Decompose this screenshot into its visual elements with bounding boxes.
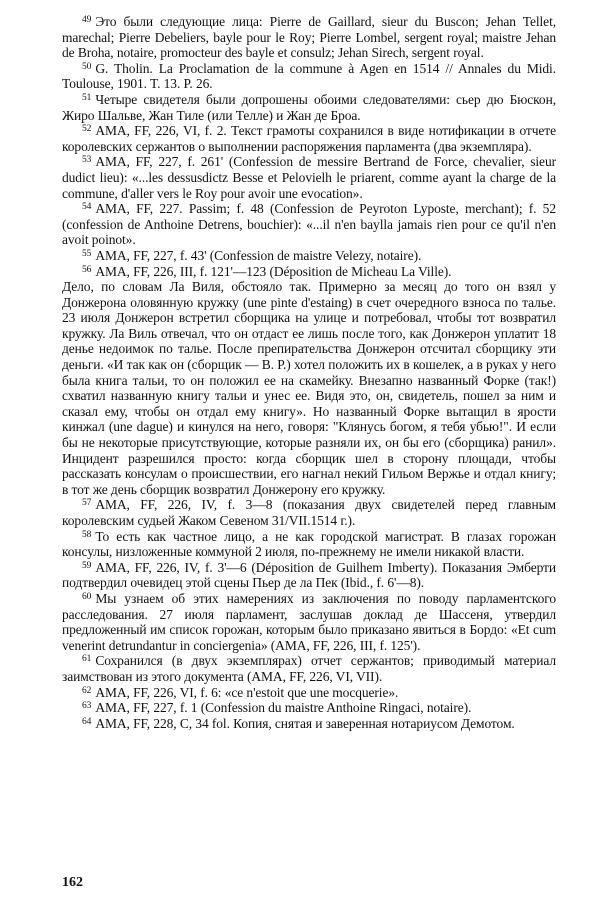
footnote-56-body: Дело, по словам Ла Виля, обстояло так. Примерно за месяц до того он взял у Донжерона оловянную кружку (une pinte d'estaing) в счет очередного взноса по талье. 23 июля Донжерон встретил сборщика на улице и потребовал, чтобы тот возвратил кружку. Ла Виль отвечал, что он отдаст ее лишь после того, как Донжерон уплатит 18 денье недоимок по талье. После препирательства Донжерон отсчитал сборщику эти деньги. «И так как он (сборщик — В. Р.) хотел положить их в кошелек, а в руках у него была книга тальи, то он положил ее на скамейку. Внезапно названный Форке (так!) схватил названную книгу тальи и унес ее. Видя это, он, свидетель, пошел за ним и сказал ему, чтобы он отдал ему книгу». Но названный Форке вытащил в ярости кинжал (une dague) и кинулся на него, говоря: "Клянусь богом, я тебя убью!". И если бы не некоторые присутствующие, которые разняли их, он бы его (сборщика) ранил». Инцидент разрешился просто: когда сборщик шел в сторону площади, чтобы рассказать консулам о происшествии, его нагнал некий Гильом Вержье и отдал книгу; в тот же день сборщик возвратил Донжерону его кружку. (62, 279, 556, 497)
footnote-64 (62, 716, 556, 732)
footnote-text: AMA, FF, 226, IV, f. 3'—6 (Déposition de Guilhem Imberty). Показания Эмберти подтвердил очевидец этой сцены Пьер де ла Пек (Ibid., f. 6'—8). (62, 559, 556, 591)
footnote-text: AMA, FF, 227, f. 261' (Confession de messire Bertrand de Force, chevalier, sieur dudict lieu): «...les dessusdictz Besse et Pelovielh le priarent, comme ayant la charge de la commune, d'aller vers le Roy pour avoir une evocation». (62, 154, 556, 201)
footnote-63 (62, 700, 556, 716)
footnote-text: AMA, FF, 227, f. 1 (Confession du maistre Anthoine Ringaci, notaire). (95, 700, 472, 716)
footnote-text: Мы узнаем об этих намерениях из заключения по поводу парламентского расследования. 27 июля парламент, заслушав доклад де Шассеня, утвердил предложенный им список горожан, которым было приказано явиться в Бордо: «Et cum venerint detrundantur in conciergenia» (AMA, FF, 226, III, f. 125'). (62, 590, 556, 653)
footnote-text: AMA, FF, 227. Passim; f. 48 (Confession de Peyroton Lyposte, merchant); f. 52 (confession de Anthoine Detrens, bouchier): «...il n'en baylla jamais rien pour ce qu'il n'en avoit poinot». (62, 201, 556, 248)
footnote-number: 57 (82, 498, 92, 509)
footnote-57 (62, 497, 556, 528)
footnote-56 (62, 264, 556, 280)
footnote-number: 53 (82, 155, 92, 166)
footnote-number: 61 (82, 654, 92, 665)
footnote-number: 62 (82, 685, 92, 696)
footnote-60 (62, 591, 556, 653)
footnote-number: 59 (82, 560, 92, 571)
footnote-number: 63 (82, 701, 92, 712)
footnote-number: 51 (82, 92, 92, 103)
footnote-text: G. Tholin. La Proclamation de la commune à Agen en 1514 // Annales du Midi. Toulouse, 1901. T. 13. P. 26. (62, 60, 556, 92)
footnote-number: 58 (82, 529, 92, 540)
footnote-52 (62, 123, 556, 154)
footnote-text: AMA, FF, 226, VI, f. 2. Текст грамоты сохранился в виде нотификации в отчете королевских сержантов о выполнении распоряжения парламента (два экземпляра). (62, 123, 556, 154)
footnote-number: 50 (82, 61, 92, 72)
footnote-50 (62, 61, 556, 92)
footnote-text: AMA, FF, 227, f. 43' (Confession de maistre Velezy, notaire). (95, 247, 422, 263)
footnote-51 (62, 92, 556, 123)
footnote-text: AMA, FF, 226, III, f. 121'—123 (Déposition de Micheau La Ville). (95, 263, 452, 279)
footnote-text: AMA, FF, 226, VI, f. 6: «ce n'estoit que une mocquerie». (95, 684, 399, 700)
footnote-number: 64 (82, 716, 92, 727)
footnote-53 (62, 154, 556, 201)
footnote-61 (62, 653, 556, 684)
footnote-number: 49 (82, 15, 92, 25)
footnote-text: AMA, FF, 228, C, 34 fol. Копия, снятая и заверенная нотариусом Демотом. (95, 715, 515, 731)
footnote-text: Четыре свидетеля были допрошены обоими следователями: сьер дю Бюскон, Жиро Шальве, Жан Тиле (или Телле) и Жан де Броа. (62, 91, 556, 123)
footnote-49 (62, 14, 556, 61)
footnote-55 (62, 248, 556, 264)
footnotes-block (62, 14, 556, 731)
footnote-number: 60 (82, 591, 92, 602)
footnote-54 (62, 201, 556, 248)
footnote-58 (62, 529, 556, 560)
footnote-number: 54 (82, 202, 92, 213)
footnote-text: Сохранился (в двух экземплярах) отчет сержантов; приводимый материал заимствован из этого документа (AMA, FF, 226, VI, VII). (62, 653, 556, 684)
footnote-62 (62, 685, 556, 701)
footnote-59 (62, 560, 556, 591)
footnote-number: 55 (82, 248, 92, 259)
footnote-number: 52 (82, 124, 92, 135)
footnote-text: AMA, FF, 226, IV, f. 3—8 (показания двух свидетелей перед главным королевским судьей Жаком Севеном 31/VII.1514 г.). (62, 497, 556, 528)
page-number: 162 (62, 875, 83, 890)
footnote-text: То есть как частное лицо, а не как городской магистрат. В глазах горожан консулы, низложенные коммуной 2 июля, по-прежнему не имели никакой власти. (62, 528, 556, 560)
footnote-number: 56 (82, 264, 92, 275)
footnote-text: Это были следующие лица: Pierre de Gaillard, sieur du Buscon; Jehan Tellet, marechal; Pierre Debeliers, bayle pour le Roy; Pierre Lombel, sergent royal; maistre Jehan de Broha, notaire, promocteur des bayle et consulz; Jehan Sirech, sergent royal. (62, 14, 556, 61)
